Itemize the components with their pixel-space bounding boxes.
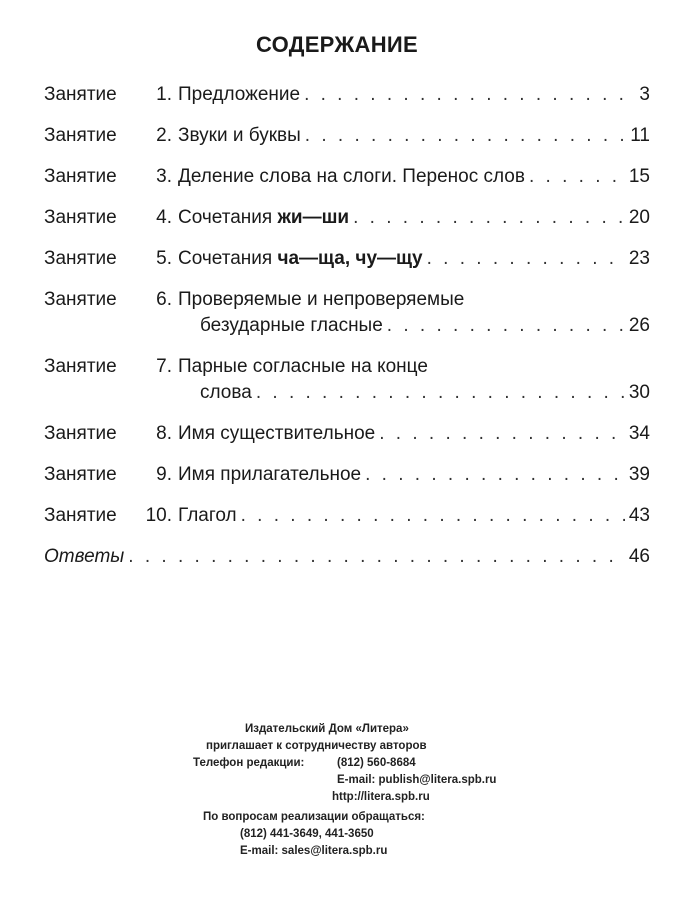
toc-entry-1[interactable] xyxy=(44,84,650,125)
toc-entry-answers[interactable] xyxy=(44,546,650,587)
page-number: 39 xyxy=(628,464,650,485)
page-number: 3 xyxy=(639,84,650,105)
toc-entry-4[interactable] xyxy=(44,207,650,248)
lesson-title: Звуки и буквы xyxy=(178,125,301,146)
toc-entry-5[interactable] xyxy=(44,248,650,289)
sales-email[interactable]: E-mail: sales@litera.spb.ru xyxy=(240,845,388,857)
lesson-title: Имя прилагательное xyxy=(178,464,362,485)
lesson-number: 5. xyxy=(156,248,172,269)
lesson-title-plain: Сочетания xyxy=(178,207,273,228)
lesson-label: Занятие xyxy=(44,356,117,377)
page-number: 30 xyxy=(628,382,650,403)
lesson-title-line2: слова xyxy=(200,382,252,403)
lesson-title: Предложение xyxy=(178,84,301,105)
lesson-number: 10. xyxy=(145,505,172,526)
toc-entry-7[interactable] xyxy=(44,356,650,423)
dot-leader xyxy=(256,382,625,404)
lesson-title: Имя существительное xyxy=(178,423,376,444)
lesson-title-bold: жи—ши xyxy=(277,207,350,228)
page-title: СОДЕРЖАНИЕ xyxy=(255,32,419,57)
lesson-number: 4. xyxy=(156,207,172,228)
dot-leader xyxy=(304,84,635,106)
lesson-label: Занятие xyxy=(44,464,117,485)
toc-entry-9[interactable] xyxy=(44,464,650,505)
lesson-label: Занятие xyxy=(44,84,117,105)
lesson-label: Занятие xyxy=(44,289,117,310)
toc-entry-2[interactable] xyxy=(44,125,650,166)
lesson-number: 2. xyxy=(156,125,172,146)
lesson-number: 8. xyxy=(156,423,172,444)
dot-leader xyxy=(427,248,625,270)
dot-leader xyxy=(379,423,625,445)
lesson-title xyxy=(178,207,349,229)
page-number: 46 xyxy=(628,546,650,567)
lesson-label: Занятие xyxy=(44,423,117,444)
dot-leader xyxy=(353,207,625,229)
lesson-label: Занятие xyxy=(44,505,117,526)
lesson-label: Занятие xyxy=(44,125,117,146)
table-of-contents xyxy=(44,84,650,587)
answers-label: Ответы xyxy=(44,546,125,567)
page-number: 26 xyxy=(628,315,650,336)
lesson-title xyxy=(178,248,423,270)
phone-label: Телефон редакции: xyxy=(193,757,305,769)
page-number: 34 xyxy=(628,423,650,444)
toc-entry-8[interactable] xyxy=(44,423,650,464)
lesson-title-line2: безударные гласные xyxy=(200,315,383,336)
lesson-title-plain: Сочетания xyxy=(178,248,273,269)
lesson-label: Занятие xyxy=(44,207,117,228)
lesson-title: Деление слова на слоги. Перенос слов xyxy=(178,166,525,187)
page-number: 43 xyxy=(628,505,650,526)
publisher-invite: приглашает к сотрудничеству авторов xyxy=(206,740,427,752)
page-number: 20 xyxy=(628,207,650,228)
toc-entry-3[interactable] xyxy=(44,166,650,207)
page-number: 23 xyxy=(628,248,650,269)
lesson-title: Глагол xyxy=(178,505,237,526)
sales-label: По вопросам реализации обращаться: xyxy=(203,811,425,823)
page-number: 15 xyxy=(628,166,650,187)
toc-entry-6[interactable] xyxy=(44,289,650,356)
dot-leader xyxy=(365,464,625,486)
lesson-label: Занятие xyxy=(44,248,117,269)
dot-leader xyxy=(128,546,625,568)
lesson-number: 7. xyxy=(156,356,172,377)
publisher-name: Издательский Дом «Литера» xyxy=(245,723,409,735)
lesson-title-bold: ча—ща, чу—щу xyxy=(277,248,423,269)
website-link[interactable]: http://litera.spb.ru xyxy=(332,791,430,803)
lesson-label: Занятие xyxy=(44,166,117,187)
phone-number: (812) 560-8684 xyxy=(337,757,416,769)
lesson-number: 1. xyxy=(156,84,172,105)
lesson-number: 6. xyxy=(156,289,172,310)
lesson-number: 9. xyxy=(156,464,172,485)
dot-leader xyxy=(305,125,626,147)
lesson-number: 3. xyxy=(156,166,172,187)
page-number: 11 xyxy=(630,125,650,146)
editorial-email[interactable]: E-mail: publish@litera.spb.ru xyxy=(337,774,497,786)
lesson-title-line1: Парные согласные на конце xyxy=(178,356,428,377)
lesson-title-line1: Проверяемые и непроверяемые xyxy=(178,289,465,310)
sales-phones: (812) 441-3649, 441-3650 xyxy=(240,828,374,840)
toc-entry-10[interactable] xyxy=(44,505,650,546)
dot-leader xyxy=(387,315,625,337)
dot-leader xyxy=(241,505,625,527)
dot-leader xyxy=(529,166,625,188)
